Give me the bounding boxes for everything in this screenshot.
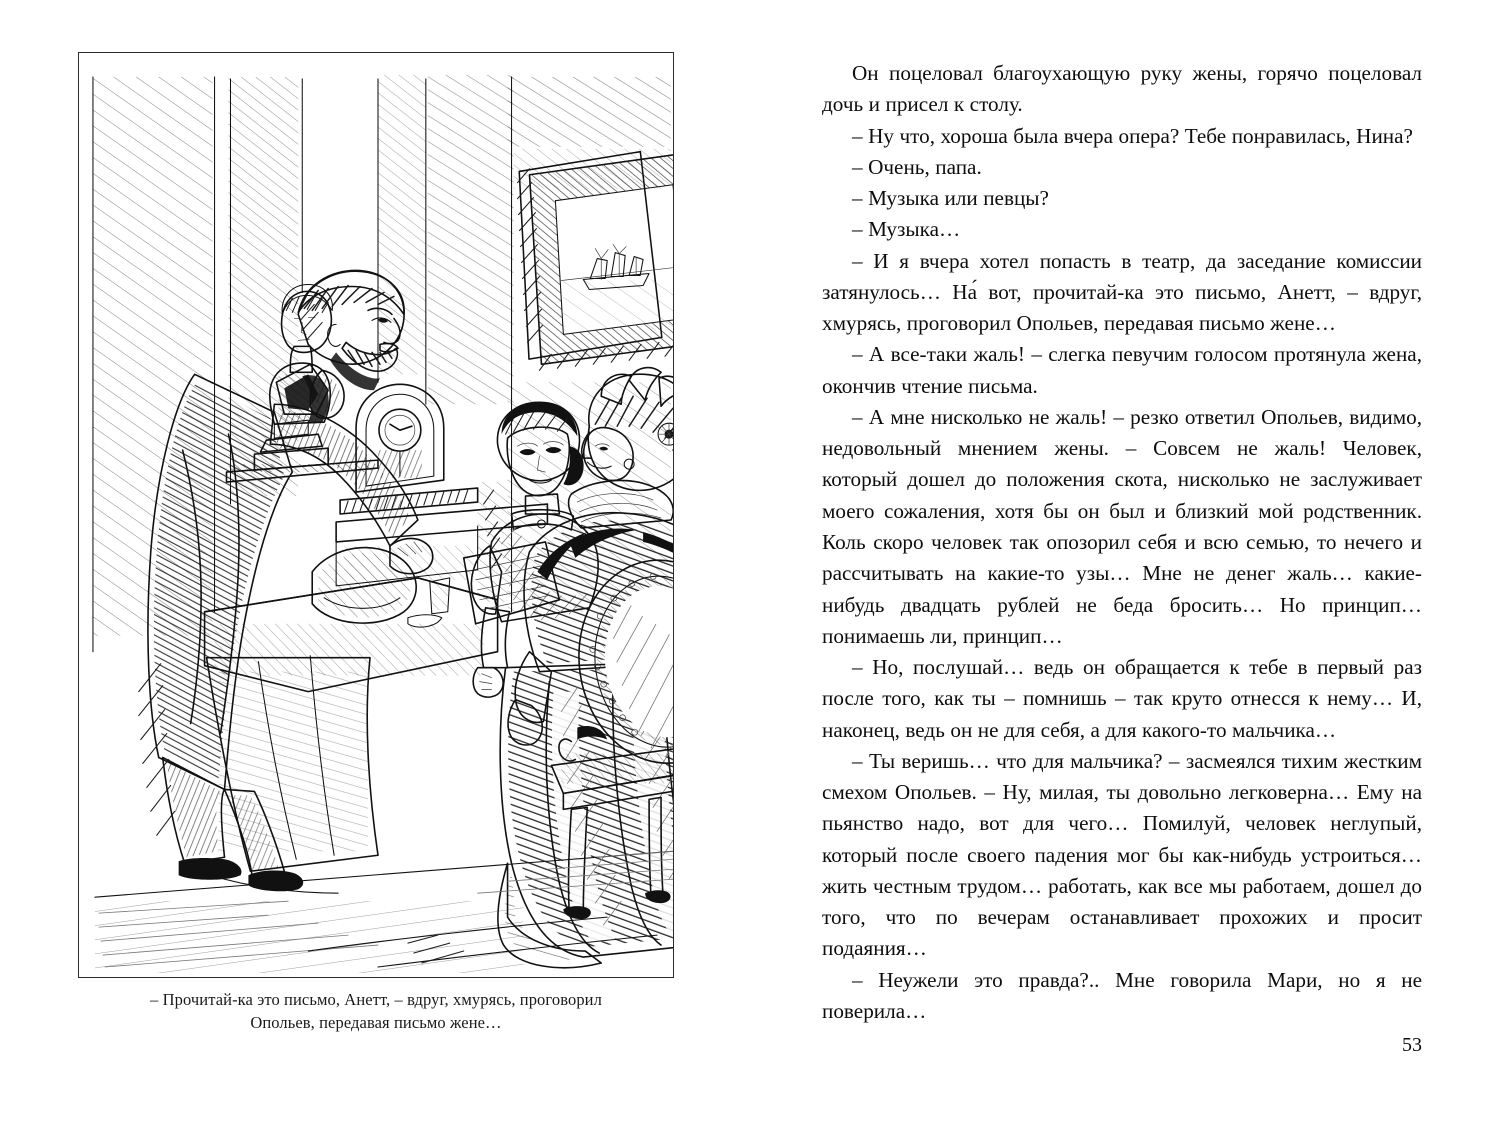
paragraph: – Музыка или певцы? bbox=[852, 186, 1049, 211]
paragraph: – А все-таки жаль! – слегка певучим голосом протянула жена, окончив чтение письма. bbox=[822, 342, 1422, 398]
paragraph: – Очень, папа. bbox=[852, 154, 982, 179]
illustration-caption bbox=[78, 988, 674, 1035]
illustration-frame bbox=[78, 52, 674, 978]
paragraph: – Музыка… bbox=[852, 217, 961, 242]
paragraph: – И я вчера хотел попасть в театр, да заседание комиссии затянулось… На́ вот, прочитай-ка это письмо, Анетт, – вдруг, хмурясь, проговорил Опольев, передавая письмо жене… bbox=[822, 248, 1422, 336]
paragraph: Он поцеловал благоухающую руку жены, горячо поцеловал дочь и присел к столу. bbox=[822, 61, 1422, 117]
paragraph: – Ну что, хороша была вчера опера? Тебе понравилась, Нина? bbox=[852, 123, 1413, 148]
paragraph: – Неужели это правда?.. Мне говорила Мари, но я не поверила… bbox=[822, 967, 1422, 1023]
body-text-column bbox=[822, 58, 1422, 1027]
paragraph: – А мне нисколько не жаль! – резко ответил Опольев, видимо, недовольный мнением жены. – Совсем не жаль! Человек, который дошел до положения скота, нисколько не заслуживает моего сожаления, хотя бы он был и близкий мой родственник. Коль скоро человек так опозорил себя и всю семью, то нечего и рассчитывать на какие-то узы… Мне не денег жаль… какие-нибудь двадцать рублей не беда бросить… Но принцип… понимаешь ли, принцип… bbox=[822, 404, 1422, 648]
illustration-panel bbox=[78, 52, 674, 978]
page-number: 53 bbox=[1402, 1034, 1422, 1056]
paragraph: – Ты веришь… что для мальчика? – засмеялся тихим жестким смехом Опольев. – Ну, милая, ты довольно легковерна… Ему на пьянство надо, вот для чего… Помилуй, человек неглупый, который после своего падения мог бы как-нибудь устроиться… жить честным трудом… работать, как все мы работаем, дошел до того, что по вечерам останавливает прохожих и просит подаяния… bbox=[822, 748, 1422, 961]
illustration-drawing bbox=[79, 53, 673, 977]
caption-line-1: – Прочитай-ка это письмо, Анетт, – вдруг, хмурясь, проговорил bbox=[150, 990, 602, 1009]
paragraph: – Но, послушай… ведь он обращается к тебе в первый раз после того, как ты – помнишь – так круто отнесся к нему… И, наконец, ведь он не для себя, а для какого-то мальчика… bbox=[822, 655, 1422, 742]
caption-line-2: Опольев, передавая письмо жене… bbox=[250, 1013, 502, 1033]
